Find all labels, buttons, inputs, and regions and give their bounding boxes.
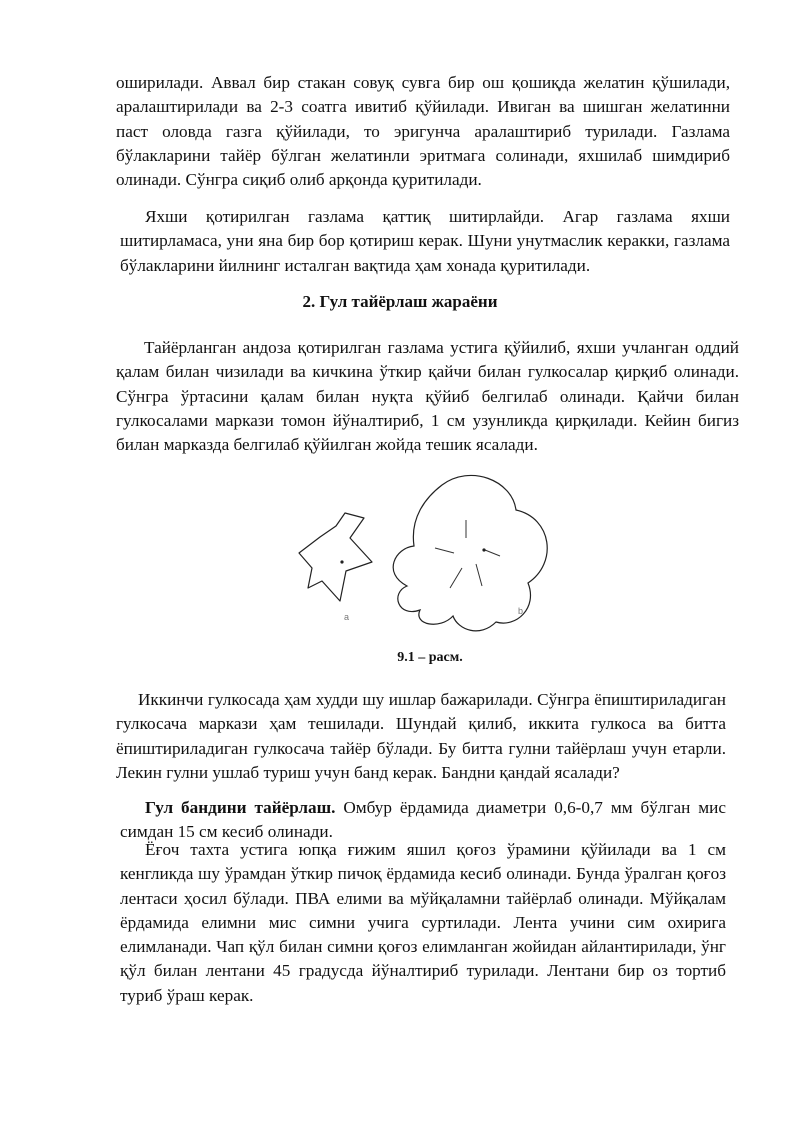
figure-label-a: a [344,612,350,622]
paragraph-wrapping: Ёғоч тахта устига юпқа ғижим яшил қоғоз ўрамини қўйилади ва 1 см кенгликда шу ўрамдан ўткир пичоқ ёрдамида кесиб олинади. Бунда ўралган қоғоз лентаси ҳосил бўлади. ПВА елими ва мўйқаламни тайёрлаб олинади. Мўйқалам ёрдамида елимни мис симни учига суртилади. Лента учини сим охирига елимланади. Чап қўл билан симни қоғоз елимланган жойидан айлантирилади, ўнг қўл билан лентани 45 градусда йўналтириб турилади. Лентани бир оз тортиб туриб ўраш керак. [120,840,726,1005]
stem-intro-text: Омбур ёрдамида диаметри 0,6-0,7 мм бўлган мис симдан 15 см кесиб олинади. [120,798,726,842]
figure-label-b: b [518,606,524,616]
paragraph-cutting: Тайёрланган андоза қотирилган газлама устига қўйилиб, яхши учланган оддий қалам билан чизилади ва кичкина ўткир қайчи билан гулкосалар қирқиб олинади. Сўнгра ўртасини қалам билан нуқта қўйиб белгилаб олинади. Қайчи билан гулкосалами маркази томон йўналтириб, 1 см узунликда қирқилади. Кейин бигиз билан марказда белгилаб қўйилган жойда тешик ясалади. [116,338,739,455]
figure-caption: 9.1 – расм. [397,650,463,665]
paragraph-second-calyx: Иккинчи гулкосада ҳам худди шу ишлар бажарилади. Сўнгра ёпиштириладиган гулкосача маркази ҳам тешилади. Шундай қилиб, иккита гулкоса ва битта ёпиштириладиган гулкосача тайёр бўлади. Бу битта гулни тайёрлаш учун етарли. Лекин гулни ушлаб туриш учун банд керак. Бандни қандай ясалади? [116,690,726,782]
large-pattern-center-dot [482,548,485,551]
section-heading: 2. Гул тайёрлаш жараёни [302,292,498,311]
large-pattern-cut-lines [435,520,500,588]
paragraph-starch-check: Яхши қотирилган газлама қаттиқ шитирлайди. Агар газлама яхши шитирламаса, уни яна бир бор қотириш керак. Шуни унутмаслик керакки, газлама бўлакларини йилнинг исталган вақтида ҳам хонада қуритилади. [120,207,730,275]
small-five-point-pattern [299,513,372,601]
flower-pattern-drawing [290,468,560,638]
flower-pattern-figure [290,468,560,638]
large-five-petal-pattern [393,475,547,630]
paragraph-gelatin: оширилади. Аввал бир стакан совуқ сувга бир ош қошиқда желатин қўшилади, аралаштирилади ва 2-3 соатга ивитиб қўйилади. Ивиган ва шишган желатинни паст оловда газга қўйилади, то эригунча аралаштириб турилади. Газлама бўлакларини тайёр бўлган желатинли эритмага солинади, яхшилаб шимдириб олинади. Сўнгра сиқиб олиб арқонда қуритилади. [116,73,730,190]
stem-subheading: Гул бандини тайёрлаш. [145,798,336,817]
small-pattern-center-dot [340,560,343,563]
